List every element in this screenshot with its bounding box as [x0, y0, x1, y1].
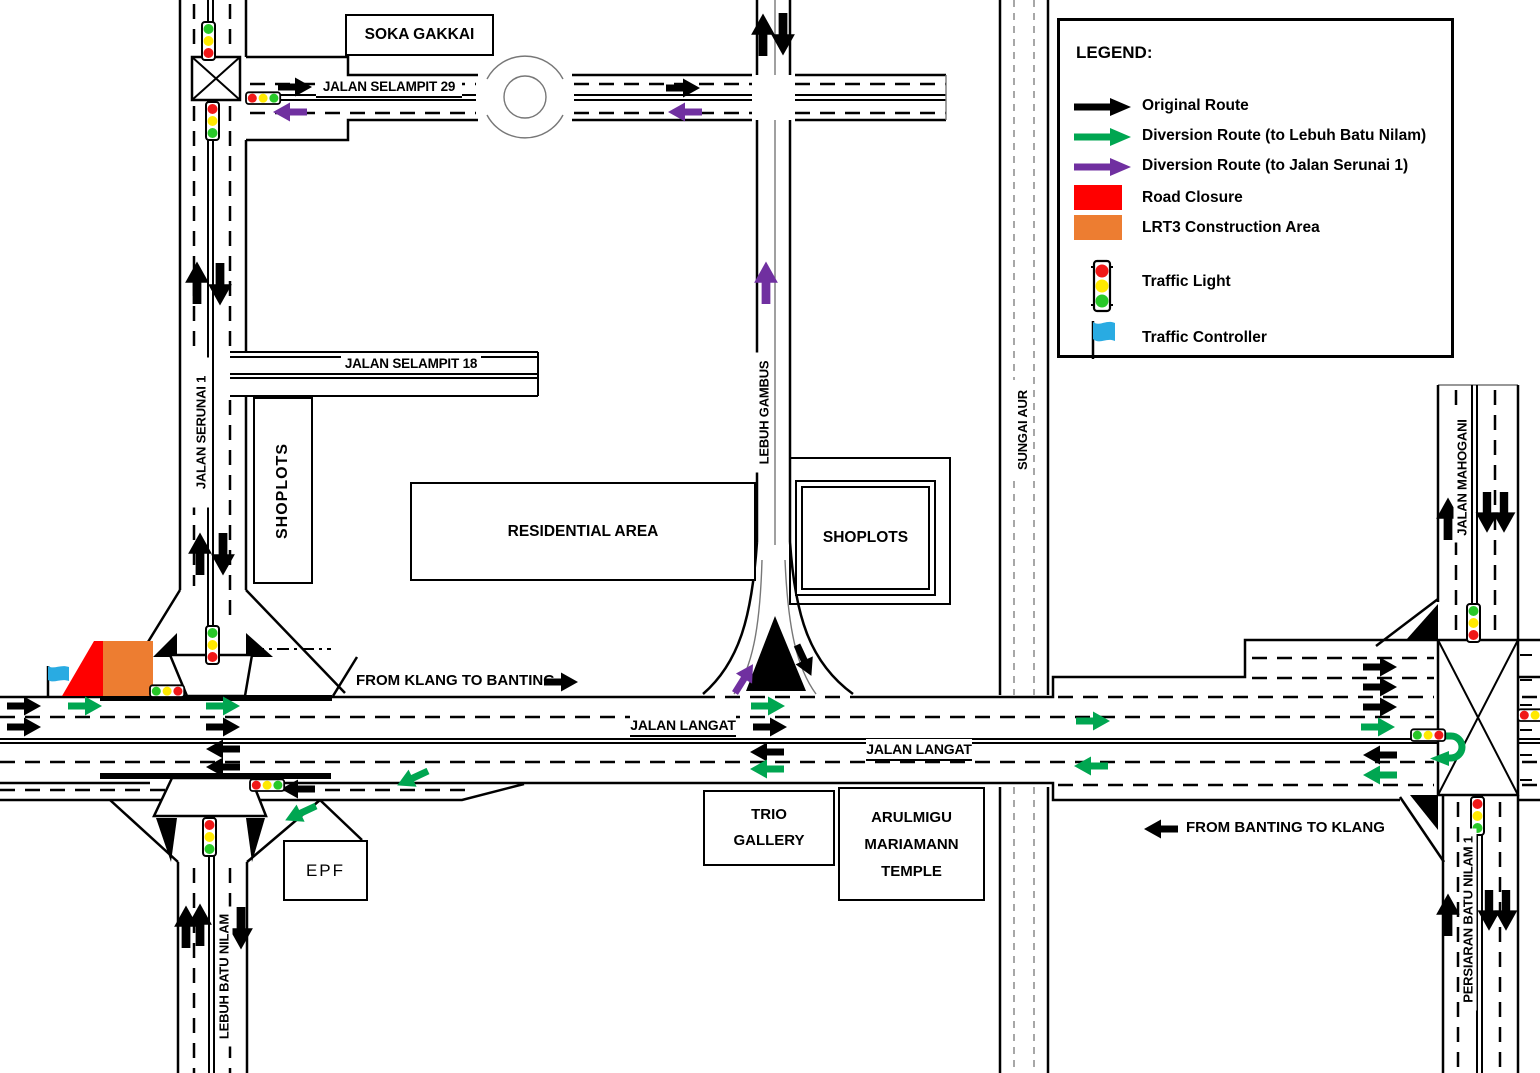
traffic-light-icon	[1518, 709, 1540, 721]
legend-item-lrt3-construction: LRT3 Construction Area	[1142, 219, 1320, 236]
traffic-light-icon	[206, 626, 219, 664]
jalan-langat-east-label: JALAN LANGAT	[866, 739, 972, 761]
shoplots-left-box	[253, 397, 313, 584]
legend-item-diversion-green: Diversion Route (to Lebuh Batu Nilam)	[1142, 127, 1427, 144]
residential-area-box	[410, 482, 756, 581]
arulmigu-temple-box	[838, 787, 985, 901]
trio-gallery-label-line1: TRIO	[751, 806, 787, 823]
original-route-arrow	[7, 697, 41, 716]
road-closure-swatch-icon	[1074, 185, 1122, 210]
diversion-green-arrow	[1361, 718, 1395, 737]
diversion-green-arrow	[1363, 766, 1397, 785]
soka-gakkai-label: SOKA GAKKAI	[364, 26, 475, 43]
sungai-aur-river	[1000, 0, 1048, 1073]
jalan-serunai-1-road	[116, 0, 345, 694]
legend-item-diversion-purple: Diversion Route (to Jalan Serunai 1)	[1142, 157, 1409, 174]
trio-gallery-box	[703, 790, 835, 866]
jalan-selampit-29-label: JALAN SELAMPIT 29	[316, 77, 462, 98]
lebuh-gambus-label: LEBUH GAMBUS	[756, 353, 773, 473]
traffic-controller-flag-legend-icon	[1088, 317, 1118, 361]
lebuh-batu-nilam-label: LEBUH BATU NILAM	[216, 907, 233, 1047]
original-route-arrow	[1363, 658, 1397, 677]
diversion-purple-arrow	[273, 103, 307, 122]
shoplots-left-label: SHOPLOTS	[274, 442, 292, 539]
arulmigu-temple-label-line2: MARIAMANN	[864, 835, 959, 853]
original-route-arrow	[1495, 890, 1518, 931]
diversion-green-arrow	[1074, 757, 1108, 776]
legend-item-original-route: Original Route	[1142, 97, 1249, 114]
original-route-arrow	[1363, 698, 1397, 717]
shoplots-right-label: SHOPLOTS	[822, 529, 909, 546]
original-route-arrow	[7, 718, 41, 737]
soka-gakkai-box	[345, 14, 494, 56]
arulmigu-temple-label-line3: TEMPLE	[881, 862, 942, 880]
legend-panel	[1057, 18, 1454, 358]
diversion-purple-arrows	[273, 103, 778, 699]
legend-heading: LEGEND:	[1076, 43, 1153, 62]
diversion-green-arrow	[751, 697, 785, 716]
traffic-light-icon	[202, 22, 215, 60]
jalan-selampit-18-label: JALAN SELAMPIT 18	[341, 354, 481, 375]
original-route-arrow	[753, 718, 787, 737]
trio-gallery-label-line2: GALLERY	[733, 832, 805, 849]
original-route-arrow	[208, 263, 232, 306]
traffic-light-icon	[246, 92, 280, 104]
original-route-arrow	[229, 907, 253, 950]
epf-label: EPF	[305, 860, 346, 880]
roundabout	[487, 56, 563, 138]
original-route-arrow	[211, 533, 235, 576]
original-route-arrow	[1363, 678, 1397, 697]
lebuh-batu-nilam-road	[110, 778, 362, 1073]
diversion-green-arrow	[1076, 712, 1110, 731]
diversion-purple-arrow-icon	[1074, 157, 1132, 177]
jalan-langat-west-label: JALAN LANGAT	[630, 715, 736, 737]
diversion-purple-arrow	[668, 103, 702, 122]
traffic-light-legend-icon	[1090, 259, 1114, 313]
traffic-light-icon	[1467, 604, 1480, 642]
from-klang-to-banting-label: FROM KLANG TO BANTING	[356, 672, 555, 689]
sungai-aur-label: SUNGAI AUR	[1013, 380, 1031, 480]
traffic-light-icon	[1411, 729, 1445, 741]
legend-item-traffic-controller: Traffic Controller	[1142, 329, 1267, 346]
from-banting-to-klang-label: FROM BANTING TO KLANG	[1186, 819, 1385, 836]
persiaran-batu-nilam-1-label: PERSIARAN BATU NILAM 1	[1460, 829, 1477, 1011]
original-route-arrow-icon	[1074, 97, 1132, 117]
top-intersection-box	[192, 57, 240, 100]
diversion-green-arrow	[68, 697, 102, 716]
epf-box	[283, 840, 368, 901]
legend-item-traffic-light: Traffic Light	[1142, 273, 1231, 290]
jalan-selampit-29-road	[246, 57, 946, 140]
traffic-light-icon	[250, 779, 284, 791]
traffic-light-icon	[150, 685, 184, 697]
traffic-light-icon	[203, 818, 216, 856]
residential-area-label: RESIDENTIAL AREA	[507, 522, 659, 540]
legend-item-road-closure: Road Closure	[1142, 189, 1243, 206]
shoplots-right-box	[795, 480, 936, 596]
jalan-mahogani-label: JALAN MAHOGANI	[1454, 413, 1471, 543]
diversion-green-arrow-icon	[1074, 127, 1132, 147]
original-route-arrow	[278, 78, 312, 97]
original-route-arrow	[185, 262, 209, 305]
original-route-arrow	[206, 718, 240, 737]
traffic-light-icon	[206, 102, 219, 140]
original-route-arrow	[750, 743, 784, 762]
lrt3-construction-swatch-icon	[1074, 215, 1122, 240]
original-route-arrow	[1436, 894, 1460, 937]
diversion-green-arrow	[281, 797, 320, 829]
original-route-arrow	[751, 14, 775, 57]
lrt3-construction-shape	[103, 641, 153, 696]
jalan-serunai-1-label: JALAN SERUNAI 1	[193, 358, 210, 508]
original-route-arrow	[1144, 820, 1178, 839]
arulmigu-temple-label-line1: ARULMIGU	[871, 808, 952, 826]
original-route-arrow	[1363, 746, 1397, 765]
